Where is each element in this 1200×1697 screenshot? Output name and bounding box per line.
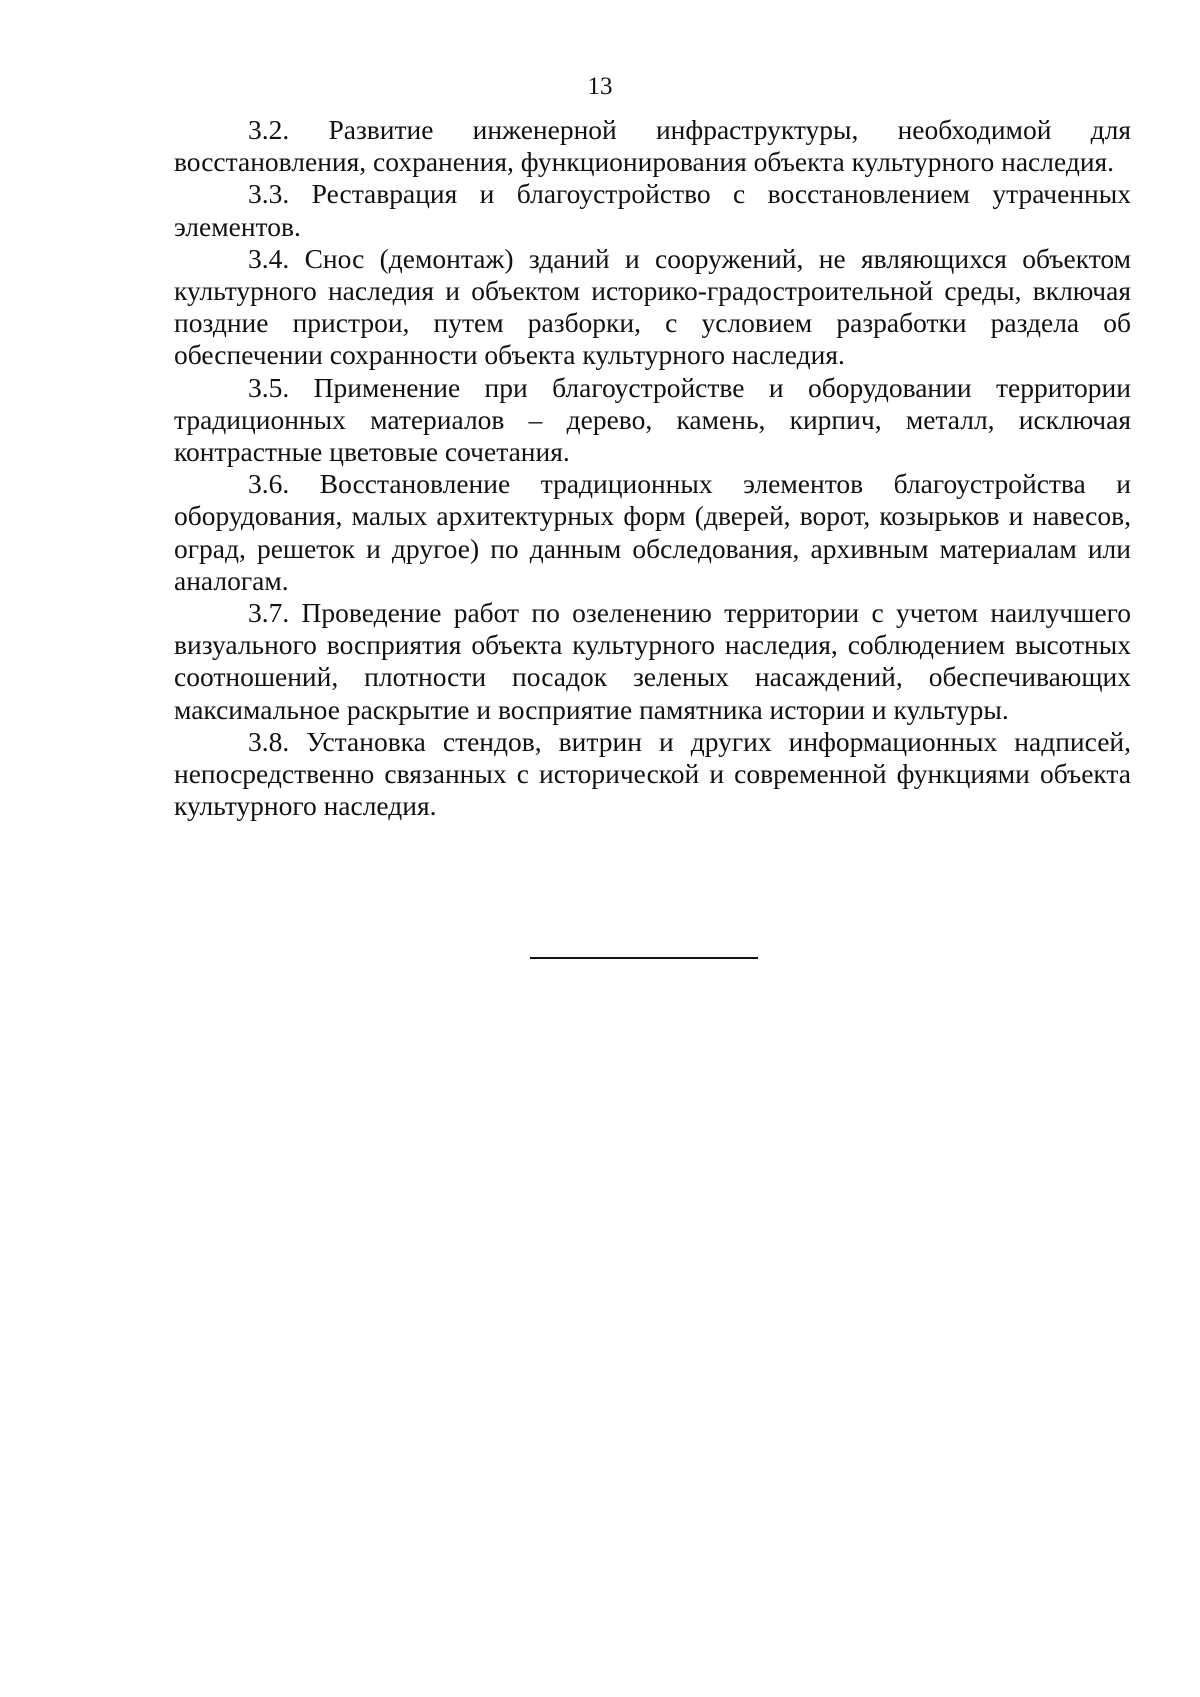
page-number: 13: [587, 73, 613, 100]
paragraph-3-5: 3.5. Применение при благоустройстве и оборудовании территории традиционных материалов – дерево, камень, кирпич, металл, исключая контрастные цветовые сочетания.: [174, 371, 1131, 468]
paragraph-3-2: 3.2. Развитие инженерной инфраструктуры, необходимой для восстановления, сохранения, функционирования объекта культурного наследия.: [174, 114, 1131, 178]
paragraph-3-6: 3.6. Восстановление традиционных элементов благоустройства и оборудования, малых архитектурных форм (дверей, ворот, козырьков и навесов, оград, решеток и другое) по данным обследования, архивным материалам или аналогам.: [174, 468, 1131, 596]
paragraph-3-8: 3.8. Установка стендов, витрин и других информационных надписей, непосредственно связанных с исторической и современной функциями объекта культурного наследия.: [174, 725, 1131, 822]
document-body: [174, 114, 1131, 822]
paragraph-3-7: 3.7. Проведение работ по озеленению территории с учетом наилучшего визуального восприятия объекта культурного наследия, соблюдением высотных соотношений, плотности посадок зеленых насаждений, обеспечивающих максимальное раскрытие и восприятие памятника истории и культуры.: [174, 597, 1131, 725]
paragraph-3-4: 3.4. Снос (демонтаж) зданий и сооружений, не являющихся объектом культурного наследия и объектом историко-градостроительной среды, включая поздние пристрои, путем разборки, с условием разработки раздела об обеспечении сохранности объекта культурного наследия.: [174, 242, 1131, 371]
paragraph-3-3: 3.3. Реставрация и благоустройство с восстановлением утраченных элементов.: [174, 178, 1131, 242]
end-separator-line: [530, 957, 758, 959]
